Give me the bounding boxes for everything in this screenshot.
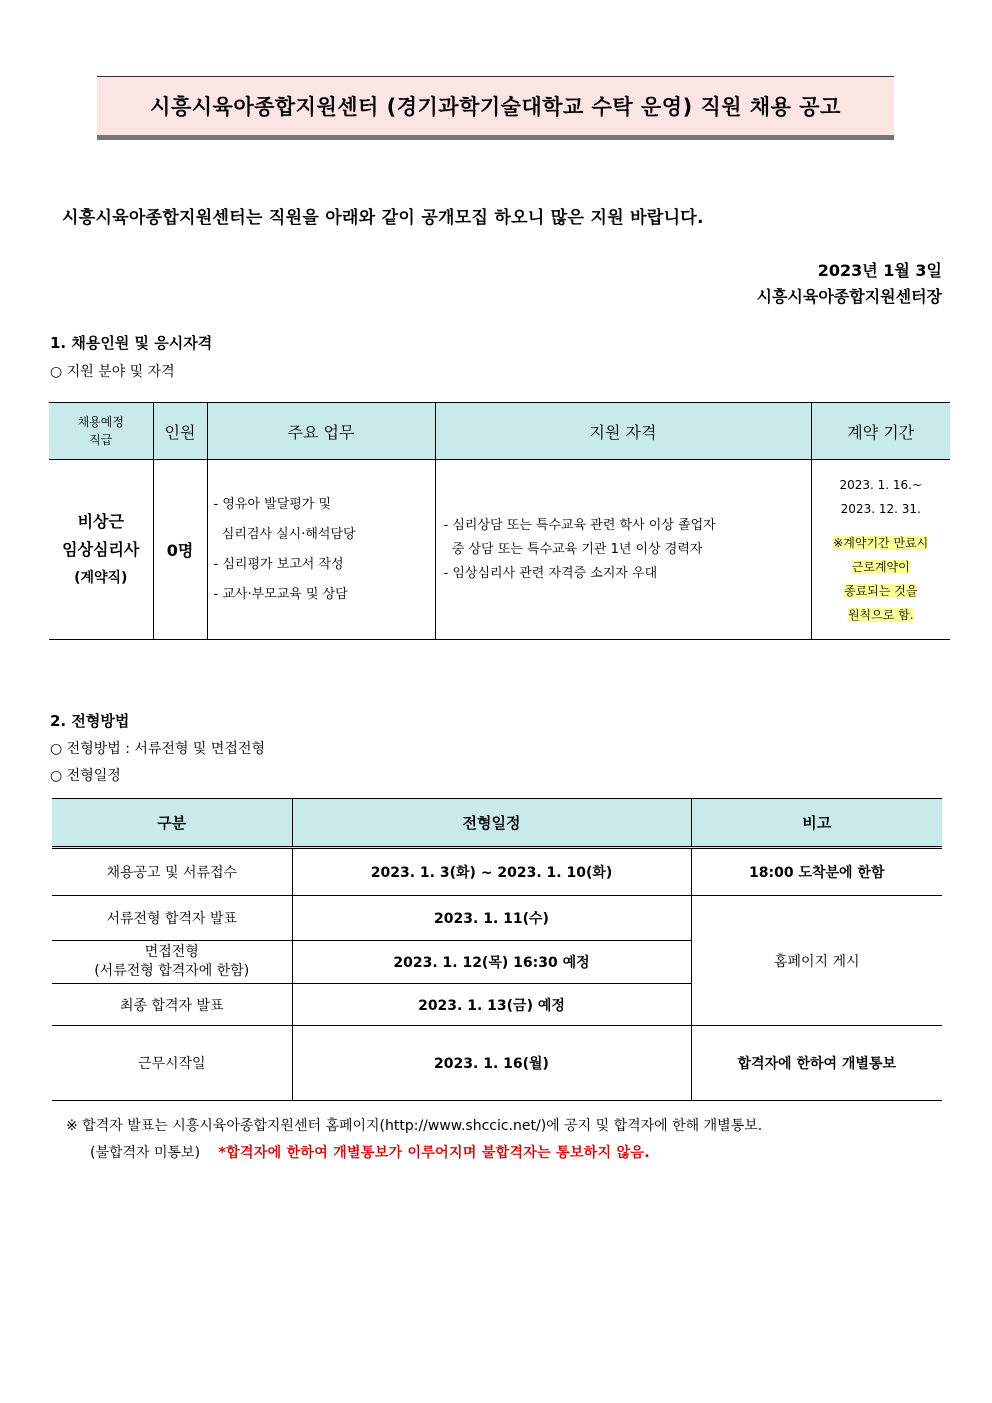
header-category: 구분	[52, 799, 292, 848]
footer-notice: ※ 합격자 발표는 시흥시육아종합지원센터 홈페이지(http://www.shccic.net/)에 공지 및 합격자에 한해 개별통보.	[66, 1118, 763, 1134]
section1-bullet: ○ 지원 분야 및 자격	[50, 364, 175, 380]
cell-category: 최종 합격자 발표	[52, 984, 292, 1026]
cell-category: 면접전형 (서류전형 합격자에 한함)	[52, 941, 292, 984]
header-schedule: 전형일정	[292, 799, 691, 848]
schedule-table	[52, 798, 942, 1101]
cell-period: 2023. 1. 16.~ 2023. 12. 31. ※계약기간 만료시 근로계약이 종료되는 것을 원칙으로 함.	[811, 460, 950, 640]
section2-bullet-method: ○ 전형방법 : 서류전형 및 면접전형	[50, 741, 265, 757]
section2-heading: 2. 전형방법	[50, 712, 130, 730]
announcement-date: 2023년 1월 3일	[817, 261, 942, 280]
recruitment-table	[49, 402, 950, 640]
cell-category: 서류전형 합격자 발표	[52, 896, 292, 941]
header-rank: 채용예정 직급	[49, 403, 153, 460]
cell-schedule: 2023. 1. 12(목) 16:30 예정	[292, 941, 691, 984]
page-title: 시흥시육아종합지원센터 (경기과학기술대학교 수탁 운영) 직원 채용 공고	[97, 76, 894, 140]
cell-schedule: 2023. 1. 3(화) ~ 2023. 1. 10(화)	[292, 848, 691, 896]
cell-rank: 비상근 임상심리사 (계약직)	[49, 460, 153, 640]
table-row	[49, 460, 950, 640]
header-note: 비고	[691, 799, 942, 848]
cell-schedule: 2023. 1. 13(금) 예정	[292, 984, 691, 1026]
header-qualifications: 지원 자격	[435, 403, 811, 460]
cell-count: 0명	[153, 460, 207, 640]
header-duties: 주요 업무	[207, 403, 435, 460]
footer-warning: *합격자에 한하여 개별통보가 이루어지며 불합격자는 통보하지 않음.	[218, 1145, 650, 1161]
issuer-name: 시흥시육아종합지원센터장	[756, 287, 942, 306]
intro-text: 시흥시육아종합지원센터는 직원을 아래와 같이 공개모집 하오니 많은 지원 바랍니다.	[62, 208, 704, 228]
cell-category: 채용공고 및 서류접수	[52, 848, 292, 896]
table-row	[52, 848, 942, 896]
cell-note-merged: 홈페이지 게시	[691, 896, 942, 1026]
cell-duties: - 영유아 발달평가 및 심리검사 실시·해석담당 - 심리평가 보고서 작성 - 교사·부모교육 및 상담	[207, 460, 435, 640]
cell-schedule: 2023. 1. 16(월)	[292, 1026, 691, 1101]
footer-notice-2	[90, 1142, 650, 1162]
header-count: 인원	[153, 403, 207, 460]
table-row	[52, 1026, 942, 1101]
footer-prefix: (불합격자 미통보)	[90, 1145, 201, 1161]
period-note-line: 종료되는 것을	[844, 583, 918, 598]
period-note-line: ※계약기간 만료시	[833, 535, 929, 550]
cell-qualifications: - 심리상담 또는 특수교육 관련 학사 이상 졸업자 중 상담 또는 특수교육 기관 1년 이상 경력자 - 임상심리사 관련 자격증 소지자 우대	[435, 460, 811, 640]
period-note-line: 원칙으로 함.	[847, 607, 914, 622]
cell-category: 근무시작일	[52, 1026, 292, 1101]
cell-schedule: 2023. 1. 11(수)	[292, 896, 691, 941]
table-row	[52, 896, 942, 941]
cell-note: 합격자에 한하여 개별통보	[691, 1026, 942, 1101]
cell-note: 18:00 도착분에 한함	[691, 848, 942, 896]
period-note-line: 근로계약이	[851, 559, 910, 574]
header-period: 계약 기간	[811, 403, 950, 460]
section1-heading: 1. 채용인원 및 응시자격	[50, 334, 213, 352]
section2-bullet-schedule: ○ 전형일정	[50, 768, 121, 784]
